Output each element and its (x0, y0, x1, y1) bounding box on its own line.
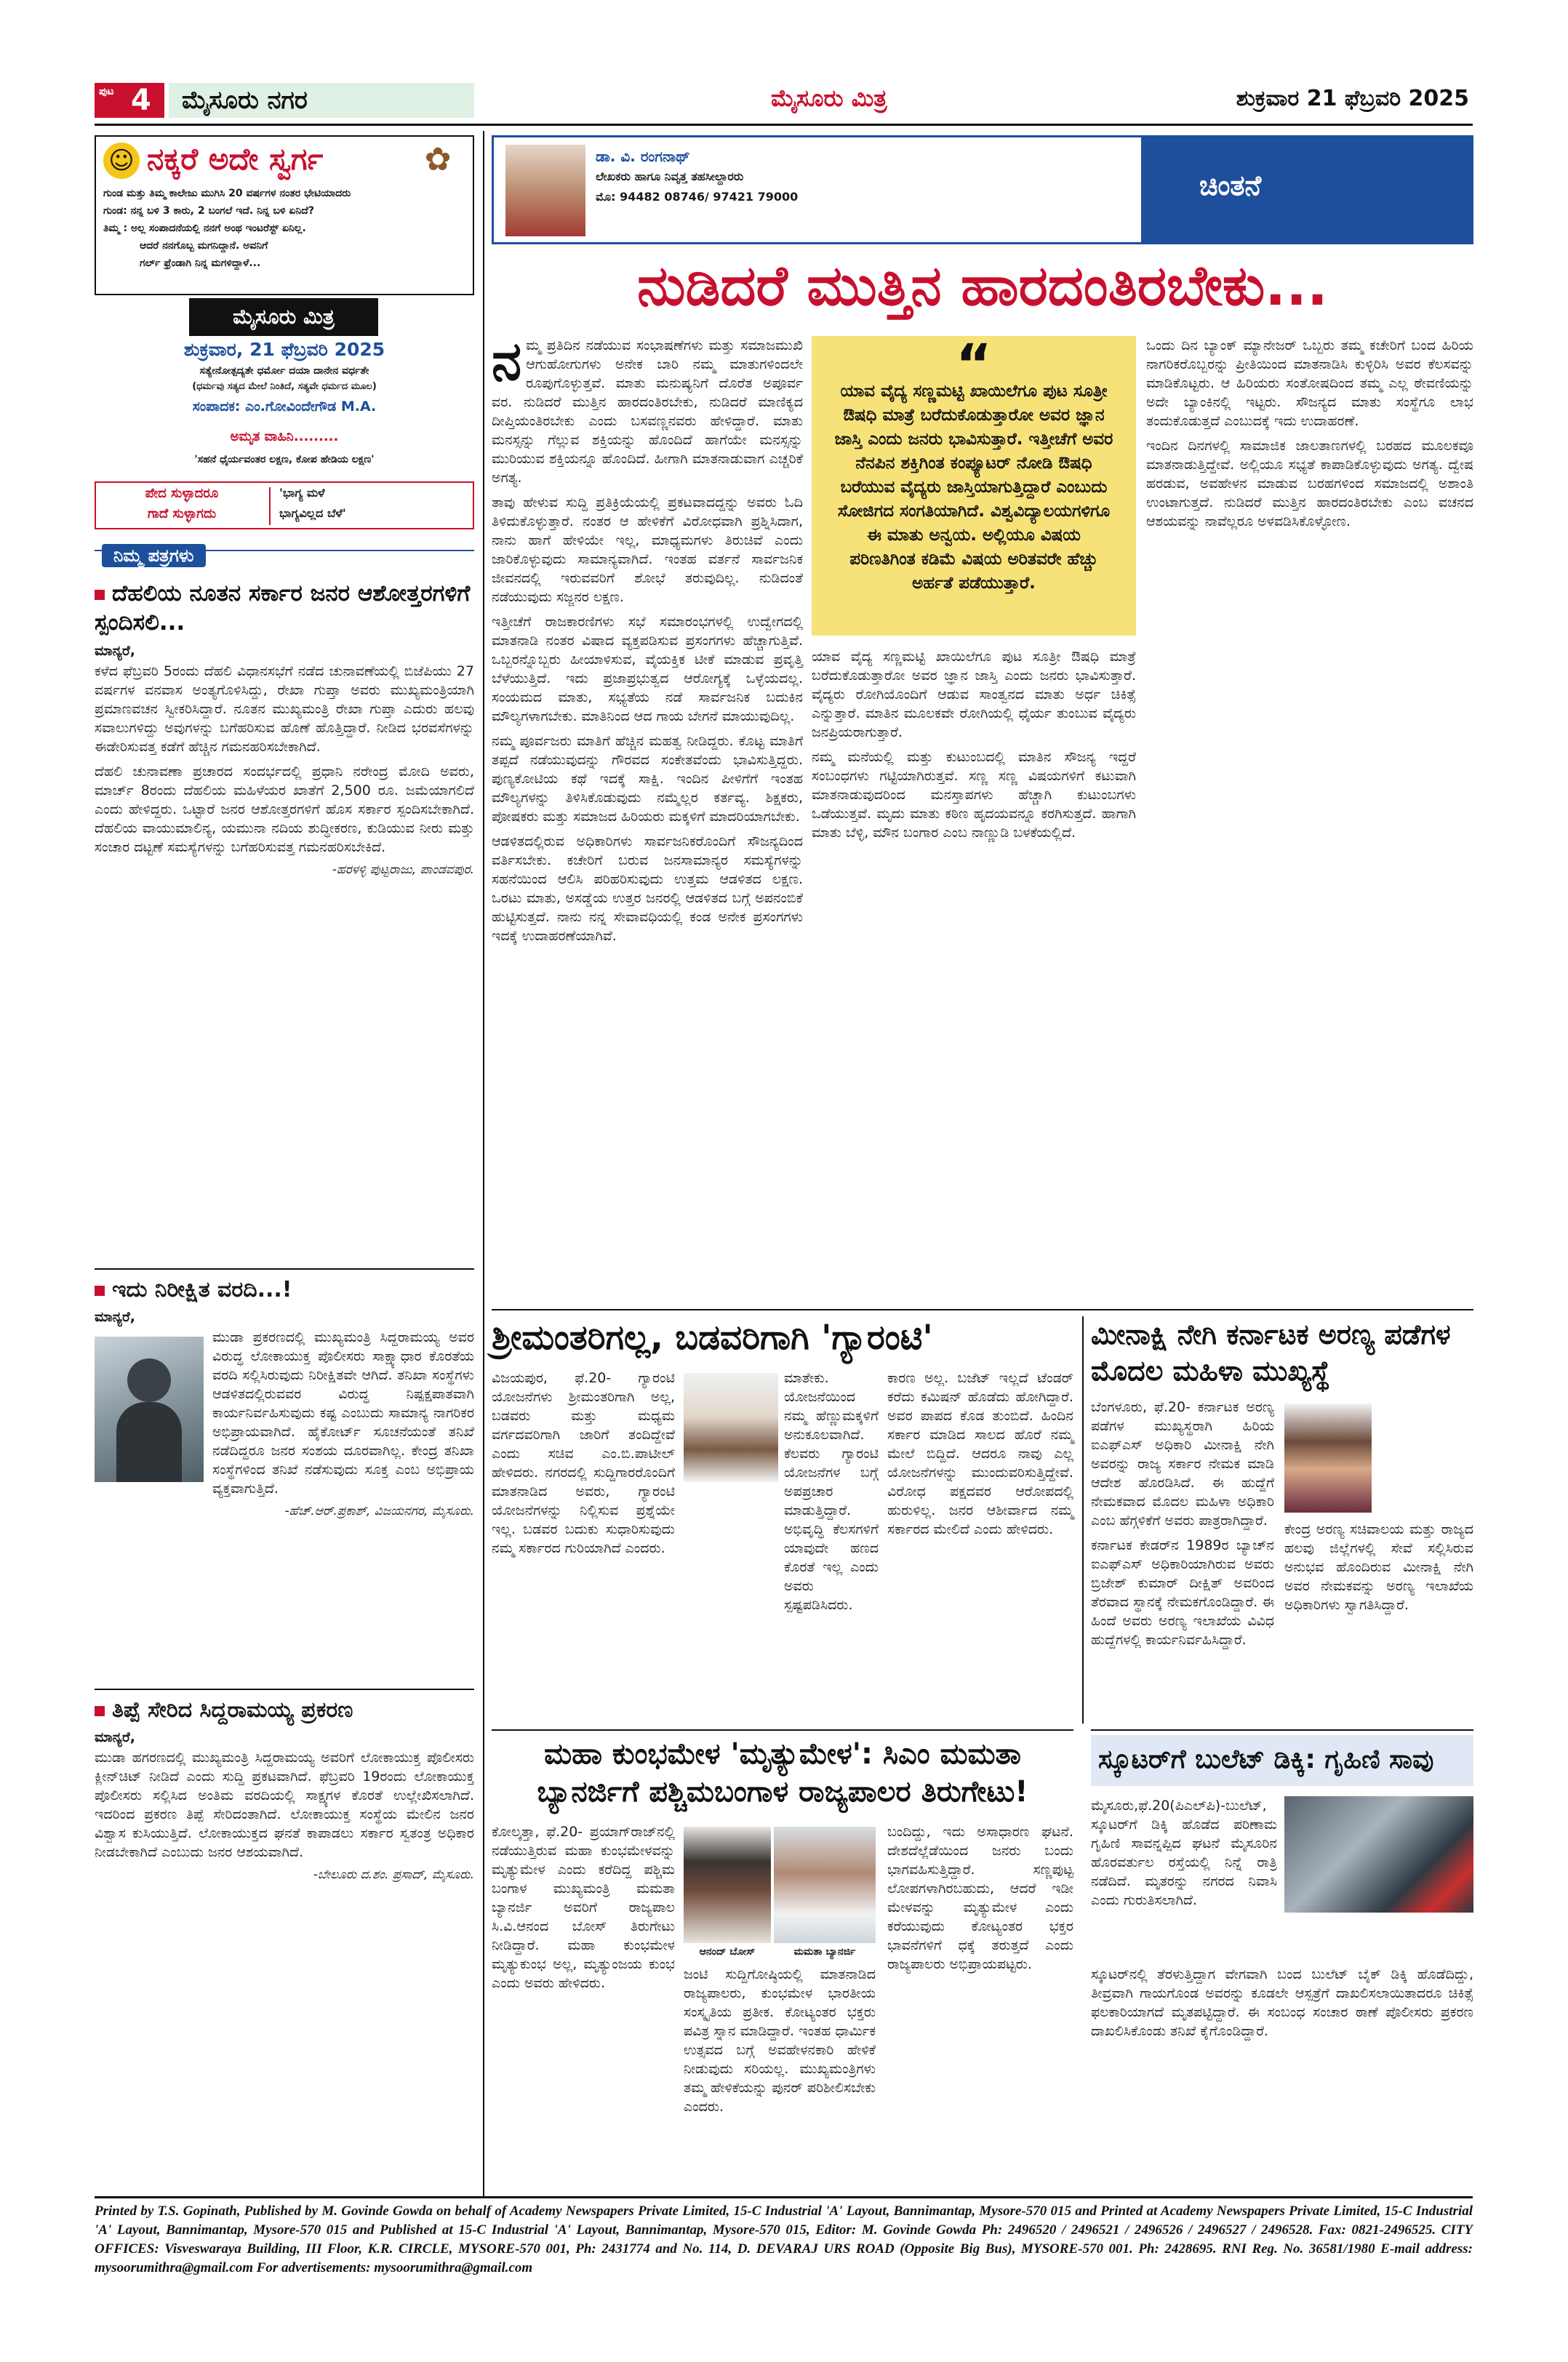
statue-photo (95, 1337, 204, 1482)
letter-1 (95, 579, 474, 1262)
news-guarantee-col-2: ಮಾತೇಕು. ಯೋಜನೆಯಿಂದ ನಮ್ಮ ಹೆಣ್ಣುಮಕ್ಕಳಿಗೆ ಅನುಕೂಲವಾಗಿದೆ. ಕೆಲವರು ಗ್ಯಾರಂಟಿ ಯೋಜನೆಗಳ ಬಗ್ಗೆ ಅಪಪ್ರಚಾರ ಮಾಡುತ್ತಿದ್ದಾರೆ. ಅಭಿವೃದ್ಧಿ ಕೆಲಸಗಳಿಗೆ ಯಾವುದೇ ಹಣದ ಕೊರತೆ ಇಲ್ಲ ಎಂದು ಅವರು ಸ್ಪಷ್ಟಪಡಿಸಿದರು. (784, 1370, 879, 1613)
laughing-emoji-icon: ☺ (103, 143, 140, 179)
proverb-left-1: ಪೇದ ಸುಳ್ಳಾದರೂ (145, 486, 219, 501)
news-forest (1091, 1316, 1473, 1724)
news-accident-headline: ಸ್ಕೂಟರ್‌ಗೆ ಬುಲೆಟ್ ಡಿಕ್ಕಿ: ಗೃಹಿಣಿ ಸಾವು (1098, 1745, 1434, 1774)
caption-cm: ಮಮತಾ ಬ್ಯಾನರ್ಜಿ (793, 1946, 856, 1958)
proverb-right-2: ಭಾಗ್ಯವಿಲ್ಲದ ಬೆಳೆ' (279, 506, 346, 520)
column-body-f: ಯಾವ ವೈದ್ಯ ಸಣ್ಣಮಟ್ಟಿ ಖಾಯಿಲೆಗೂ ಪುಟ ಸೂತ್ರೀ ಔಷಧಿ ಮಾತ್ರೆ ಬರೆದುಕೊಡುತ್ತಾರೋ ಅವರ ಜ್ಞಾನ ಜಾಸ್ತಿ ಎಂದು ಜನರು ಭಾವಿಸುತ್ತಾರೆ. ವೈದ್ಯರು ರೋಗಿಯೊಂದಿಗೆ ಆಡುವ ಸಾಂತ್ವನದ ಮಾತು ಅರ್ಧ ಚಿಕಿತ್ಸೆ ಎನ್ನುತ್ತಾರೆ. ಮಾತಿನ ಮೂಲಕವೇ ರೋಗಿಯಲ್ಲಿ ಧೈರ್ಯ ತುಂಬುವ ವೈದ್ಯರು ಜನಪ್ರಿಯರಾಗುತ್ತಾರೆ. (812, 649, 1136, 740)
letter-2-signature: -ಹೆಚ್.ಆರ್.ಪ್ರಕಾಶ್, ವಿಜಯನಗರ, ಮೈಸೂರು. (284, 1504, 474, 1518)
proverb-right-1: 'ಭಾಗ್ಯ ಮಳೆ (279, 486, 325, 500)
letter-1-signature: -ಹರಳಳ್ಳಿ ಪುಟ್ಟರಾಜು, ಪಾಂಡವಪುರ. (332, 862, 474, 877)
proverb-divider (269, 487, 271, 525)
info-box (95, 298, 474, 480)
letter-3-salutation: ಮಾನ್ಯರೆ, (95, 1729, 135, 1745)
news-guarantee-headline: ಶ್ರೀಮಂತರಿಗಲ್ಲ, ಬಡವರಿಗಾಗಿ 'ಗ್ಯಾರಂಟಿ' (492, 1318, 933, 1358)
proverb-left-2: ಗಾದೆ ಸುಳ್ಳಾಗದು (147, 506, 217, 521)
column-body-h: ಒಂದು ದಿನ ಬ್ಯಾಂಕ್ ಮ್ಯಾನೇಜರ್ ಒಬ್ಬರು ತಮ್ಮ ಕಚೇರಿಗೆ ಬಂದ ಹಿರಿಯ ನಾಗರಿಕರೊಬ್ಬರನ್ನು ಪ್ರೀತಿಯಿಂದ ಮಾತನಾಡಿಸಿ ಕುಳ್ಳಿರಿಸಿ ಅವರ ಕೆಲಸವನ್ನು ಮಾಡಿಕೊಟ್ಟರು. ಆ ಹಿರಿಯರು ಸಂತೋಷದಿಂದ ತಮ್ಮ ಎಲ್ಲ ಠೇವಣಿಯನ್ನು ಅದೇ ಬ್ಯಾಂಕಿನಲ್ಲಿ ಇಟ್ಟರು. ಸೌಜನ್ಯದ ಮಾತು ಸಂಸ್ಥೆಗೂ ಲಾಭ ತಂದುಕೊಡುತ್ತದೆ ಎಂಬುದಕ್ಕೆ ಇದು ಉದಾಹರಣೆ. (1146, 337, 1473, 429)
news-kumbh-col-3: ಬಂದಿದ್ದು, ಇದು ಅಸಾಧಾರಣ ಘಟನೆ. ದೇಶದೆಲ್ಲೆಡೆಯಿಂದ ಜನರು ಬಂದು ಭಾಗವಹಿಸುತ್ತಿದ್ದಾರೆ. ಸಣ್ಣಪುಟ್ಟ ಲೋಪಗಳಾಗಿರಬಹುದು, ಆದರೆ ಇಡೀ ಮೇಳವನ್ನು ಮೃತ್ಯುಮೇಳ ಎಂದು ಕರೆಯುವುದು ಕೋಟ್ಯಂತರ ಭಕ್ತರ ಭಾವನೆಗಳಿಗೆ ಧಕ್ಕೆ ತರುತ್ತದೆ ಎಂದು ರಾಜ್ಯಪಾಲರು ಅಭಿಪ್ರಾಯಪಟ್ಟರು. (887, 1824, 1073, 1972)
news-forest-col-1: ಬೆಂಗಳೂರು, ಫೆ.20- ಕರ್ನಾಟಕ ಅರಣ್ಯ ಪಡೆಗಳ ಮುಖ್ಯಸ್ಥರಾಗಿ ಹಿರಿಯ ಐಎಫ್‌ಎಸ್ ಅಧಿಕಾರಿ ಮೀನಾಕ್ಷಿ ನೇಗಿ ಅವರನ್ನು ರಾಜ್ಯ ಸರ್ಕಾರ ನೇಮಕ ಮಾಡಿ ಆದೇಶ ಹೊರಡಿಸಿದೆ. ಈ ಹುದ್ದೆಗೆ ನೇಮಕವಾದ ಮೊದಲ ಮಹಿಳಾ ಅಧಿಕಾರಿ ಎಂಬ ಹೆಗ್ಗಳಿಕೆಗೆ ಅವರು ಪಾತ್ರರಾಗಿದ್ದಾರೆ. ಕರ್ನಾಟಕ ಕೇಡರ್‌ನ 1989ರ ಬ್ಯಾಚ್‌ನ ಐಎಫ್‌ಎಸ್ ಅಧಿಕಾರಿಯಾಗಿರುವ ಅವರು ಬ್ರಿಜೇಶ್ ಕುಮಾರ್ ದೀಕ್ಷಿತ್ ಅವರಿಂದ ತೆರವಾದ ಸ್ಥಾನಕ್ಕೆ ನೇಮಕಗೊಂಡಿದ್ದಾರೆ. ಈ ಹಿಂದೆ ಅವರು ಅರಣ್ಯ ಇಲಾಖೆಯ ವಿವಿಧ ಹುದ್ದೆಗಳಲ್ಲಿ ಕಾರ್ಯನಿರ್ವಹಿಸಿದ್ದಾರೆ. (1091, 1399, 1274, 1648)
officer-photo (1284, 1404, 1372, 1513)
letter-3-title: ತಿಪ್ಪೆ ಸೇರಿದ ಸಿದ್ದರಾಮಯ್ಯ ಪ್ರಕರಣ (95, 1696, 474, 1725)
column-tag-bar (1141, 137, 1471, 242)
bullet-icon (95, 1286, 105, 1296)
author-banner (492, 135, 1473, 244)
news-accident (1091, 1735, 1473, 2179)
letter-2-salutation: ಮಾನ್ಯರೆ, (95, 1309, 135, 1325)
letter-2-title: ಇದು ನಿರೀಕ್ಷಿತ ವರದಿ...! (95, 1276, 474, 1305)
pull-quote-text: ಯಾವ ವೈದ್ಯ ಸಣ್ಣಮಟ್ಟಿ ಖಾಯಿಲೆಗೂ ಪುಟ ಸೂತ್ರೀ ಔಷಧಿ ಮಾತ್ರೆ ಬರೆದುಕೊಡುತ್ತಾರೋ ಅವರ ಜ್ಞಾನ ಜಾಸ್ತಿ ಎಂದು ಜನರು ಭಾವಿಸುತ್ತಾರೆ. ಇತ್ತೀಚೆಗೆ ಅವರ ನೆನಪಿನ ಶಕ್ತಿಗಿಂತ ಕಂಪ್ಯೂಟರ್ ನೋಡಿ ಔಷಧಿ ಬರೆಯುವ ವೈದ್ಯರು ಜಾಸ್ತಿಯಾಗುತ್ತಿದ್ದಾರೆ ಎಂಬುದು ಸೋಜಿಗದ ಸಂಗತಿಯಾಗಿದೆ. ವಿಶ್ವವಿದ್ಯಾಲಯಗಳಿಗೂ ಈ ಮಾತು ಅನ್ವಯ. ಅಲ್ಲಿಯೂ ವಿಷಯ ಪರಿಣತಿಗಿಂತ ಕಡಿಮೆ ವಿಷಯ ಅರಿತವರೇ ಹೆಚ್ಚು ಅರ್ಹತೆ ಪಡೆಯುತ್ತಾರೆ. (834, 382, 1113, 593)
letter-2 (95, 1276, 474, 1683)
issue-date: ಶುಕ್ರವಾರ 21 ಫೆಬ್ರವರಿ 2025 (1236, 86, 1469, 111)
info-date: ಶುಕ್ರವಾರ, 21 ಫೆಬ್ರವರಿ 2025 (183, 339, 385, 360)
bullet-icon (95, 1706, 105, 1716)
page-number: 4 (131, 84, 151, 117)
dropcap: ನ (492, 330, 522, 393)
bullet-icon (95, 590, 105, 600)
section-name: ಮೈಸೂರು ನಗರ (182, 86, 308, 115)
news-guarantee-col-1: ವಿಜಯಪುರ, ಫೆ.20- ಗ್ಯಾರಂಟಿ ಯೋಜನೆಗಳು ಶ್ರೀಮಂತರಿಗಾಗಿ ಅಲ್ಲ, ಬಡವರು ಮತ್ತು ಮಧ್ಯಮ ವರ್ಗದವರಿಗಾಗಿ ಜಾರಿಗೆ ತಂದಿದ್ದೇವೆ ಎಂದು ಸಚಿವ ಎಂ.ಬಿ.ಪಾಟೀಲ್ ಹೇಳಿದರು. ನಗರದಲ್ಲಿ ಸುದ್ದಿಗಾರರೊಂದಿಗೆ ಮಾತನಾಡಿದ ಅವರು, ಗ್ಯಾರಂಟಿ ಯೋಜನೆಗಳನ್ನು ನಿಲ್ಲಿಸುವ ಪ್ರಶ್ನೆಯೇ ಇಲ್ಲ. ಬಡವರ ಬದುಕು ಸುಧಾರಿಸುವುದು ನಮ್ಮ ಸರ್ಕಾರದ ಗುರಿಯಾಗಿದೆ ಎಂದರು. (492, 1370, 675, 1556)
column-body-d: ನಮ್ಮ ಪೂರ್ವಜರು ಮಾತಿಗೆ ಹೆಚ್ಚಿನ ಮಹತ್ವ ನೀಡಿದ್ದರು. ಕೊಟ್ಟ ಮಾತಿಗೆ ತಪ್ಪದೆ ನಡೆಯುವುದನ್ನು ಗೌರವದ ಸಂಕೇತವೆಂದು ಭಾವಿಸುತ್ತಿದ್ದರು. ಪುಣ್ಯಕೋಟಿಯ ಕಥೆ ಇದಕ್ಕೆ ಸಾಕ್ಷಿ. ಇಂದಿನ ಪೀಳಿಗೆಗೆ ಇಂತಹ ಮೌಲ್ಯಗಳನ್ನು ತಿಳಿಸಿಕೊಡುವುದು ನಮ್ಮೆಲ್ಲರ ಕರ್ತವ್ಯ. ಶಿಕ್ಷಕರು, ಪೋಷಕರು ಮತ್ತು ಸಮಾಜದ ಹಿರಿಯರು ಮಕ್ಕಳಿಗೆ ಮಾದರಿಯಾಗಬೇಕು. (492, 733, 803, 825)
joke-box (95, 135, 474, 295)
governor-photo (684, 1827, 771, 1943)
news-kumbh-col-1: ಕೋಲ್ಕತ್ತಾ, ಫೆ.20- ಪ್ರಯಾಗ್‌ರಾಜ್‌ನಲ್ಲಿ ನಡೆಯುತ್ತಿರುವ ಮಹಾ ಕುಂಭಮೇಳವನ್ನು ಮೃತ್ಯುಮೇಳ ಎಂದು ಕರೆದಿದ್ದ ಪಶ್ಚಿಮ ಬಂಗಾಳ ಮುಖ್ಯಮಂತ್ರಿ ಮಮತಾ ಬ್ಯಾನರ್ಜಿ ಅವರಿಗೆ ರಾಜ್ಯಪಾಲ ಸಿ.ವಿ.ಆನಂದ ಬೋಸ್ ತಿರುಗೇಟು ನೀಡಿದ್ದಾರೆ. ಮಹಾ ಕುಂಭಮೇಳ ಮೃತ್ಯುಕುಂಭ ಅಲ್ಲ, ಮೃತ್ಯುಂಜಯ ಕುಂಭ ಎಂದು ಅವರು ಹೇಳಿದರು. (492, 1824, 675, 1991)
amrutha-text: 'ಸಹನೆ ಧೈರ್ಯವಂತರ ಲಕ್ಷಣ, ಕೋಪ ಹೇಡಿಯ ಲಕ್ಷಣ' (194, 454, 375, 465)
letter-2-p1: ಮುಡಾ ಪ್ರಕರಣದಲ್ಲಿ ಮುಖ್ಯಮಂತ್ರಿ ಸಿದ್ದರಾಮಯ್ಯ ಅವರ ವಿರುದ್ಧ ಲೋಕಾಯುಕ್ತ ಪೊಲೀಸರು ಸಾಕ್ಷ್ಯಾಧಾರ ಕೊರತೆಯ ವರದಿ ಸಲ್ಲಿಸಿರುವುದು ನಿರೀಕ್ಷಿತವೇ ಆಗಿದೆ. ತನಿಖಾ ಸಂಸ್ಥೆಗಳು ಆಡಳಿತದಲ್ಲಿರುವವರ ವಿರುದ್ಧ ನಿಷ್ಪಕ್ಷಪಾತವಾಗಿ ಕಾರ್ಯನಿರ್ವಹಿಸುವುದು ಕಷ್ಟ ಎಂಬುದು ಸಾಮಾನ್ಯ ನಾಗರಿಕರ ಅಭಿಪ್ರಾಯವಾಗಿದೆ. ಹೈಕೋರ್ಟ್ ಸೂಚನೆಯಂತೆ ತನಿಖೆ ನಡೆದಿದ್ದರೂ ಜನರ ಸಂಶಯ ದೂರವಾಗಿಲ್ಲ. ಕೇಂದ್ರ ತನಿಖಾ ಸಂಸ್ಥೆಗಳಿಂದ ತನಿಖೆ ನಡೆಸುವುದು ಸೂಕ್ತ ಎಂಬ ಅಭಿಪ್ರಾಯ ವ್ಯಕ್ತವಾಗುತ್ತಿದೆ. (212, 1329, 474, 1497)
cm-photo (774, 1827, 876, 1943)
column-body-i: ಇಂದಿನ ದಿನಗಳಲ್ಲಿ ಸಾಮಾಜಿಕ ಜಾಲತಾಣಗಳಲ್ಲಿ ಬರಹದ ಮೂಲಕವೂ ಮಾತನಾಡುತ್ತಿದ್ದೇವೆ. ಅಲ್ಲಿಯೂ ಸಭ್ಯತೆ ಕಾಪಾಡಿಕೊಳ್ಳುವುದು ಅಗತ್ಯ. ದ್ವೇಷ ಹರಡುವ, ಅವಹೇಳನ ಮಾಡುವ ಬರಹಗಳಿಂದ ಸಮಾಜದಲ್ಲಿ ಅಶಾಂತಿ ಉಂಟಾಗುತ್ತದೆ. ನುಡಿದರೆ ಮುತ್ತಿನ ಹಾರದಂತಿರಬೇಕು ಎಂಬ ವಚನದ ಆಶಯವನ್ನು ನಾವೆಲ್ಲರೂ ಅಳವಡಿಸಿಕೊಳ್ಳೋಣ. (1146, 438, 1473, 529)
column-body-b: ತಾವು ಹೇಳುವ ಸುದ್ದಿ ಪ್ರತಿಕ್ರಿಯೆಯಲ್ಲಿ ಪ್ರಕಟವಾದದ್ದನ್ನು ಅವರು ಓದಿ ತಿಳಿದುಕೊಳ್ಳುತ್ತಾರೆ. ನಂತರ ಆ ಹೇಳಿಕೆಗೆ ವಿರೋಧವಾಗಿ ಪ್ರಶ್ನಿಸಿದಾಗ, ನಾನು ಹಾಗೆ ಹೇಳಿಯೇ ಇಲ್ಲ, ಮಾಧ್ಯಮಗಳು ತಿರುಚಿವೆ ಎಂದು ಜಾರಿಕೊಳ್ಳುವುದು ಸಾಮಾನ್ಯವಾಗಿದೆ. ಇಂತಹ ವರ್ತನೆ ಸಾರ್ವಜನಿಕ ಜೀವನದಲ್ಲಿ ಇರುವವರಿಗೆ ಶೋಭೆ ತರುವುದಿಲ್ಲ. ನುಡಿದಂತೆ ನಡೆಯುವುದು ಸಜ್ಜನರ ಲಕ್ಷಣ. (492, 495, 803, 605)
joke-line-5: ಗರ್ಲ್ ಫ್ರೆಂಡಾಗಿ ನಿನ್ನ ಮಗಳಿದ್ದಾಳೆ... (140, 257, 261, 269)
news-guarantee (492, 1316, 1073, 1709)
page-number-badge (95, 83, 164, 118)
news-guarantee-col-3: ಕಾರಣ ಅಲ್ಲ. ಬಜೆಟ್ ಇಲ್ಲದೆ ಟೆಂಡರ್ ಕರೆದು ಕಮಿಷನ್ ಹೊಡೆದು ಹೋಗಿದ್ದಾರೆ. ಅವರ ಪಾಪದ ಕೊಡ ತುಂಬಿದೆ. ಹಿಂದಿನ ಸರ್ಕಾರ ಮಾಡಿದ ಸಾಲದ ಹೊರೆ ನಮ್ಮ ಮೇಲೆ ಬಿದ್ದಿದೆ. ಆದರೂ ನಾವು ಎಲ್ಲ ಯೋಜನೆಗಳನ್ನು ಮುಂದುವರಿಸುತ್ತಿದ್ದೇವೆ. ವಿರೋಧ ಪಕ್ಷದವರ ಆರೋಪದಲ್ಲಿ ಹುರುಳಿಲ್ಲ. ಜನರ ಆಶೀರ್ವಾದ ನಮ್ಮ ಸರ್ಕಾರದ ಮೇಲಿದೆ ಎಂದು ಹೇಳಿದರು. (887, 1370, 1073, 1537)
author-photo (505, 145, 585, 236)
column-body-c: ಇತ್ತೀಚೆಗೆ ರಾಜಕಾರಣಿಗಳು ಸಭೆ ಸಮಾರಂಭಗಳಲ್ಲಿ ಉದ್ವೇಗದಲ್ಲಿ ಮಾತನಾಡಿ ನಂತರ ವಿಷಾದ ವ್ಯಕ್ತಪಡಿಸುವ ಪ್ರಸಂಗಗಳು ಹೆಚ್ಚಾಗುತ್ತಿವೆ. ಒಬ್ಬರನ್ನೊಬ್ಬರು ಹೀಯಾಳಿಸುವ, ವೈಯಕ್ತಿಕ ಟೀಕೆ ಮಾಡುವ ಪ್ರವೃತ್ತಿ ಬೆಳೆಯುತ್ತಿದೆ. ಇದು ಪ್ರಜಾಪ್ರಭುತ್ವದ ಆರೋಗ್ಯಕ್ಕೆ ಒಳ್ಳೆಯದಲ್ಲ. ಸಂಯಮದ ಮಾತು, ಸಭ್ಯತೆಯ ನಡೆ ಸಾರ್ವಜನಿಕ ಬದುಕಿನ ಮೌಲ್ಯಗಳಾಗಬೇಕು. ಮಾತಿನಿಂದ ಆದ ಗಾಯ ಬೇಗನೆ ಮಾಯುವುದಿಲ್ಲ. (492, 614, 803, 724)
column-tag: ಚಿಂತನೆ (1199, 169, 1262, 201)
page-label: ಪುಟ (99, 86, 114, 97)
info-brand: ಮೈಸೂರು ಮಿತ್ರ (233, 305, 335, 329)
letter-3-signature: -ಬೇಲೂರು ದ.ಶಂ. ಪ್ರಸಾದ್, ಮೈಸೂರು. (313, 1867, 474, 1882)
letter-3 (95, 1696, 474, 2176)
column-headline: ನುಡಿದರೆ ಮುತ್ತಿನ ಹಾರದಂತಿರಬೇಕು... (637, 253, 1328, 318)
author-phone: ಮೊ: 94482 08746/ 97421 79000 (596, 190, 799, 204)
info-brand-banner (189, 298, 378, 336)
joke-line-1: ಗುಂಡ ಮತ್ತು ತಿಮ್ಮ ಕಾಲೇಜು ಮುಗಿಸಿ 20 ವರ್ಷಗಳ ನಂತರ ಭೇಟಿಯಾದರು (103, 188, 351, 199)
pull-quote (812, 332, 1136, 636)
column-divider (483, 131, 484, 2196)
news-kumbh (492, 1735, 1073, 2179)
caption-governor: ಆನಂದ್ ಬೋಸ್ (699, 1946, 756, 1958)
letters-section-header (95, 544, 474, 573)
joke-title: ನಕ್ಕರೆ ಅದೇ ಸ್ವರ್ಗ (147, 141, 324, 177)
column-body-g: ನಮ್ಮ ಮನೆಯಲ್ಲಿ ಮತ್ತು ಕುಟುಂಬದಲ್ಲಿ ಮಾತಿನ ಸೌಜನ್ಯ ಇದ್ದರೆ ಸಂಬಂಧಗಳು ಗಟ್ಟಿಯಾಗಿರುತ್ತವೆ. ಸಣ್ಣ ಸಣ್ಣ ವಿಷಯಗಳಿಗೆ ಕಟುವಾಗಿ ಮಾತನಾಡುವುದರಿಂದ ಮನಸ್ತಾಪಗಳು ಹೆಚ್ಚಾಗಿ ಕುಟುಂಬಗಳು ಒಡೆಯುತ್ತವೆ. ಮೃದು ಮಾತು ಕಠಿಣ ಹೃದಯವನ್ನೂ ಕರಗಿಸುತ್ತದೆ. ಹಾಗಾಗಿ ಮಾತು ಬೆಳ್ಳಿ, ಮೌನ ಬಂಗಾರ ಎಂಬ ನಾಣ್ಣುಡಿ ಬಳಕೆಯಲ್ಲಿದೆ. (812, 749, 1136, 841)
accident-photo (1284, 1796, 1473, 1913)
letter-3-p1: ಮುಡಾ ಹಗರಣದಲ್ಲಿ ಮುಖ್ಯಮಂತ್ರಿ ಸಿದ್ದರಾಮಯ್ಯ ಅವರಿಗೆ ಲೋಕಾಯುಕ್ತ ಪೊಲೀಸರು ಕ್ಲೀನ್‌ಚಿಟ್ ನೀಡಿದೆ ಎಂದು ಸುದ್ದಿ ಪ್ರಕಟವಾಗಿದೆ. ಫೆಬ್ರವರಿ 19ರಂದು ಲೋಕಾಯುಕ್ತ ಪೊಲೀಸರು ಸಲ್ಲಿಸಿದ ಅಂತಿಮ ವರದಿಯಲ್ಲಿ ಸಾಕ್ಷ್ಯಗಳ ಕೊರತೆ ಉಲ್ಲೇಖಿಸಲಾಗಿದೆ. ಇದರಿಂದ ಪ್ರಕರಣ ತಿಪ್ಪೆ ಸೇರಿದಂತಾಗಿದೆ. ಲೋಕಾಯುಕ್ತ ಸಂಸ್ಥೆಯ ಮೇಲಿನ ಜನರ ವಿಶ್ವಾಸ ಕುಸಿಯುತ್ತಿದೆ. ಲೋಕಾಯುಕ್ತದ ಘನತೆ ಕಾಪಾಡಲು ಸರ್ಕಾರ ಸ್ವತಂತ್ರ ಅಧಿಕಾರ ನೀಡಬೇಕಾಗಿದೆ ಎಂಬುದು ಜನರ ಆಶಯವಾಗಿದೆ. (95, 1750, 474, 1860)
news-forest-headline: ಮೀನಾಕ್ಷಿ ನೇಗಿ ಕರ್ನಾಟಕ ಅರಣ್ಯ ಪಡೆಗಳ ಮೊದಲ ಮಹಿಳಾ ಮುಖ್ಯಸ್ಥೆ (1091, 1318, 1451, 1387)
column-body-e: ಆಡಳಿತದಲ್ಲಿರುವ ಅಧಿಕಾರಿಗಳು ಸಾರ್ವಜನಿಕರೊಂದಿಗೆ ಸೌಜನ್ಯದಿಂದ ವರ್ತಿಸಬೇಕು. ಕಚೇರಿಗೆ ಬರುವ ಜನಸಾಮಾನ್ಯರ ಸಮಸ್ಯೆಗಳನ್ನು ಸಹನೆಯಿಂದ ಆಲಿಸಿ ಪರಿಹರಿಸುವುದು ಉತ್ತಮ ಆಡಳಿತದ ಲಕ್ಷಣ. ಒರಟು ಮಾತು, ಅಸಡ್ಡೆಯ ಉತ್ತರ ಜನರಲ್ಲಿ ಆಡಳಿತದ ಬಗ್ಗೆ ಅಪನಂಬಿಕೆ ಹುಟ್ಟಿಸುತ್ತದೆ. ನಾನು ನನ್ನ ಸೇವಾವಧಿಯಲ್ಲಿ ಕಂಡ ಅನೇಕ ಪ್ರಸಂಗಗಳು ಇದಕ್ಕೆ ಉದಾಹರಣೆಯಾಗಿವೆ. (492, 833, 803, 944)
column-col-3 (1146, 336, 1473, 1303)
section-banner (169, 83, 474, 118)
news-forest-col-2: ಕೇಂದ್ರ ಅರಣ್ಯ ಸಚಿವಾಲಯ ಮತ್ತು ರಾಜ್ಯದ ಹಲವು ಜಿಲ್ಲೆಗಳಲ್ಲಿ ಸೇವೆ ಸಲ್ಲಿಸಿರುವ ಅನುಭವ ಹೊಂದಿರುವ ಮೀನಾಕ್ಷಿ ನೇಗಿ ಅವರ ನೇಮಕವನ್ನು ಅರಣ್ಯ ಇಲಾಖೆಯ ಅಧಿಕಾರಿಗಳು ಸ್ವಾಗತಿಸಿದ್ದಾರೆ. (1284, 1521, 1473, 1613)
quote-mark-icon: “ (956, 332, 992, 396)
brand-name: ಮೈಸೂರು ಮಿತ್ರ (771, 84, 887, 112)
letter-1-title: ದೆಹಲಿಯ ನೂತನ ಸರ್ಕಾರ ಜನರ ಆಶೋತ್ತರಗಳಿಗೆ ಸ್ಪಂದಿಸಲಿ... (95, 580, 471, 636)
joke-line-2: ಗುಂಡ: ನನ್ನ ಬಳಿ 3 ಕಾರು, 2 ಬಂಗಲೆ ಇದೆ. ನಿನ್ನ ಬಳಿ ಏನಿದೆ? (103, 205, 314, 217)
imprint-footer: Printed by T.S. Gopinath, Published by M. Govinde Gowda on behalf of Academy Newspapers Private Limited, 15-C Industrial 'A' Layout, Bannimantap, Mysore-570 015 and Printed at Academy Newspapers Private Limited, 15-C Industrial 'A' Layout, Bannimantap, Mysore-570 015 and Published at 15-C Industrial 'A' Layout, Bannimantap, Mysore-570 015, Editor: M. Govinde Gowda Ph: 2496520 / 2496521 / 2496526 / 2496527 / 2496528. Fax: 0821-2496525. CITY OFFICES: Visveswaraya Building, III Floor, K.R. CIRCLE, MYSORE-570 001, Ph: 2431774 and No. 114, D. DEVARAJ URS ROAD (Opposite Big Bus), MYSORE-570 001. Ph: 2428695. RNI Reg. No. 36581/1980 E-mail address: mysoorumithra@gmail.com For advertisements: mysoorumithra@gmail.com (95, 2203, 1473, 2275)
amrutha-title: ಅಮೃತ ವಾಹಿನಿ......... (230, 429, 339, 444)
masthead-rule (95, 124, 1473, 126)
cartoon-icon: ✿ (424, 141, 452, 178)
column-body-a: ಮ್ಮ ಪ್ರತಿದಿನ ನಡೆಯುವ ಸಂಭಾಷಣೆಗಳು ಮತ್ತು ಸಮಾಜಮುಖಿ ಆಗುಹೋಗುಗಳು ಅನೇಕ ಬಾರಿ ನಮ್ಮ ಮಾತುಗಳಿಂದಲೇ ರೂಪುಗೊಳ್ಳುತ್ತವೆ. ಮಾತು ಮನುಷ್ಯನಿಗೆ ದೊರೆತ ಅಪೂರ್ವ ವರ. ನುಡಿದರೆ ಮುತ್ತಿನ ಹಾರದಂತಿರಬೇಕು, ನುಡಿದರೆ ಮಾಣಿಕ್ಯದ ದೀಪ್ತಿಯಂತಿರಬೇಕು ಎಂದು ಬಸವಣ್ಣನವರು ಹೇಳಿದ್ದಾರೆ. ಮಾತು ಮನಸ್ಸನ್ನು ಗೆಲ್ಲುವ ಶಕ್ತಿಯನ್ನು ಹೊಂದಿದೆ ಹಾಗೆಯೇ ಮನಸ್ಸನ್ನು ಮುರಿಯುವ ಶಕ್ತಿಯನ್ನೂ ಹೊಂದಿದೆ. ಹೀಗಾಗಿ ಮಾತನಾಡುವಾಗ ಎಚ್ಚರಿಕೆ ಅಗತ್ಯ. (492, 337, 803, 486)
author-role: ಲೇಖಕರು ಹಾಗೂ ನಿವೃತ್ತ ತಹಸೀಲ್ದಾರರು (596, 169, 744, 183)
joke-line-3: ತಿಮ್ಮ : ಅಲ್ಲ ಸಂಪಾದನೆಯಲ್ಲಿ ನನಗೆ ಅಂಥ ಇಂಟರೆಸ್ಟ್ ಏನಿಲ್ಲ. (103, 223, 306, 234)
info-sanskrit-meaning: (ಧರ್ಮವು ಸತ್ಯದ ಮೇಲೆ ನಿಂತಿದೆ, ಸತ್ಯವೇ ಧರ್ಮದ ಮೂಲ) (192, 381, 377, 392)
author-name: ಡಾ. ವಿ. ರಂಗನಾಥ್ (596, 148, 690, 165)
letters-section-title: ನಿಮ್ಮ ಪತ್ರಗಳು (102, 544, 206, 567)
news-kumbh-headline: ಮಹಾ ಕುಂಭಮೇಳ 'ಮೃತ್ಯುಮೇಳ': ಸಿಎಂ ಮಮತಾ ಬ್ಯಾನರ್ಜಿಗೆ ಪಶ್ಚಿಮಬಂಗಾಳ ರಾಜ್ಯಪಾಲರ ತಿರುಗೇಟು! (537, 1737, 1028, 1809)
news-kumbh-col-2: ಜಂಟಿ ಸುದ್ದಿಗೋಷ್ಠಿಯಲ್ಲಿ ಮಾತನಾಡಿದ ರಾಜ್ಯಪಾಲರು, ಕುಂಭಮೇಳ ಭಾರತೀಯ ಸಂಸ್ಕೃತಿಯ ಪ್ರತೀಕ. ಕೋಟ್ಯಂತರ ಭಕ್ತರು ಪವಿತ್ರ ಸ್ನಾನ ಮಾಡಿದ್ದಾರೆ. ಇಂತಹ ಧಾರ್ಮಿಕ ಉತ್ಸವದ ಬಗ್ಗೆ ಅವಹೇಳನಕಾರಿ ಹೇಳಿಕೆ ನೀಡುವುದು ಸರಿಯಲ್ಲ. ಮುಖ್ಯಮಂತ್ರಿಗಳು ತಮ್ಮ ಹೇಳಿಕೆಯನ್ನು ಪುನರ್ ಪರಿಶೀಲಿಸಬೇಕು ಎಂದರು. (684, 1966, 876, 2115)
info-sanskrit: ಸತ್ಯೇನೋತ್ಪದ್ಯತೇ ಧರ್ಮೋ ದಯಾ ದಾನೇನ ವರ್ಧತೇ (199, 365, 369, 377)
news-accident-col-1: ಮೈಸೂರು,ಫೆ.20(ಪಿಎಲ್‌ಪಿ)-ಬುಲೆಟ್, ಸ್ಕೂಟರ್‌ಗೆ ಡಿಕ್ಕಿ ಹೊಡೆದ ಪರಿಣಾಮ ಗೃಹಿಣಿ ಸಾವನ್ನಪ್ಪಿದ ಘಟನೆ ಮೈಸೂರಿನ ಹೊರವರ್ತುಲ ರಸ್ತೆಯಲ್ಲಿ ನಿನ್ನೆ ರಾತ್ರಿ ನಡೆದಿದೆ. ಮೃತರನ್ನು ನಗರದ ನಿವಾಸಿ ಎಂದು ಗುರುತಿಸಲಾಗಿದೆ. (1091, 1798, 1277, 1908)
news-accident-header (1091, 1735, 1473, 1786)
masthead (0, 79, 1568, 122)
news-accident-col-2: ಸ್ಕೂಟರ್‌ನಲ್ಲಿ ತೆರಳುತ್ತಿದ್ದಾಗ ವೇಗವಾಗಿ ಬಂದ ಬುಲೆಟ್ ಬೈಕ್ ಡಿಕ್ಕಿ ಹೊಡೆದಿದ್ದು, ತೀವ್ರವಾಗಿ ಗಾಯಗೊಂಡ ಅವರನ್ನು ಕೂಡಲೇ ಆಸ್ಪತ್ರೆಗೆ ದಾಖಲಿಸಲಾಯಿತಾದರೂ ಚಿಕಿತ್ಸೆ ಫಲಕಾರಿಯಾಗದೆ ಮೃತಪಟ್ಟಿದ್ದಾರೆ. ಈ ಸಂಬಂಧ ಸಂಚಾರ ಠಾಣೆ ಪೊಲೀಸರು ಪ್ರಕರಣ ದಾಖಲಿಸಿಕೊಂಡು ತನಿಖೆ ಕೈಗೊಂಡಿದ್ದಾರೆ. (1091, 1966, 1473, 2039)
info-editor: ಸಂಪಾದಕ: ಎಂ.ಗೋವಿಂದೇಗೌಡ M.A. (192, 399, 377, 415)
letter-1-p1: ಕಳೆದ ಫೆಬ್ರವರಿ 5ರಂದು ದೆಹಲಿ ವಿಧಾನಸಭೆಗೆ ನಡೆದ ಚುನಾವಣೆಯಲ್ಲಿ ಬಿಜೆಪಿಯು 27 ವರ್ಷಗಳ ವನವಾಸ ಅಂತ್ಯಗೊಳಿಸಿದ್ದು, ರೇಖಾ ಗುಪ್ತಾ ಅವರು ಮುಖ್ಯಮಂತ್ರಿಯಾಗಿ ಪ್ರಮಾಣವಚನ ಸ್ವೀಕರಿಸಿದ್ದಾರೆ. ನೂತನ ಮುಖ್ಯಮಂತ್ರಿ ರೇಖಾ ಗುಪ್ತಾ ಎದುರು ಹಲವು ಸವಾಲುಗಳಿದ್ದು ಅವುಗಳನ್ನು ಬಗೆಹರಿಸುವ ಹೊಣೆ ಹೊತ್ತಿದ್ದಾರೆ. ನೀಡಿದ ಭರವಸೆಗಳನ್ನು ಈಡೇರಿಸುವತ್ತ ಕಡೆಗೆ ಹೆಚ್ಚಿನ ಗಮನಹರಿಸಬೇಕಾಗಿದೆ. (95, 663, 474, 755)
proverb-box (95, 481, 474, 529)
column-col-1 (492, 330, 803, 1303)
column-col-2 (812, 647, 1136, 1303)
minister-photo (684, 1373, 778, 1482)
letter-1-p2: ದೆಹಲಿ ಚುನಾವಣಾ ಪ್ರಚಾರದ ಸಂದರ್ಭದಲ್ಲಿ ಪ್ರಧಾನಿ ನರೇಂದ್ರ ಮೋದಿ ಅವರು, ಮಾರ್ಚ್ 8ರಂದು ದೆಹಲಿಯ ಮಹಿಳೆಯರ ಖಾತೆಗೆ 2,500 ರೂ. ಜಮೆಯಾಗಲಿದೆ ಎಂದು ಹೇಳಿದ್ದರು. ಒಟ್ಟಾರೆ ಜನರ ಆಶೋತ್ತರಗಳಿಗೆ ಹೊಸ ಸರ್ಕಾರ ಸ್ಪಂದಿಸಬೇಕಾಗಿದೆ. ದೆಹಲಿಯ ವಾಯುಮಾಲಿನ್ಯ, ಯಮುನಾ ನದಿಯ ಶುದ್ಧೀಕರಣ, ಕುಡಿಯುವ ನೀರು ಮತ್ತು ಸಂಚಾರ ದಟ್ಟಣೆ ಸಮಸ್ಯೆಗಳನ್ನು ಬಗೆಹರಿಸುವತ್ತ ಗಮನಹರಿಸಬೇಕಿದೆ. (95, 764, 474, 855)
letter-1-salutation: ಮಾನ್ಯರೆ, (95, 643, 135, 659)
joke-line-4: ಆದರೆ ನನಗೊಬ್ಬ ಮಗನಿದ್ದಾನೆ. ಅವನಿಗೆ (140, 240, 268, 252)
